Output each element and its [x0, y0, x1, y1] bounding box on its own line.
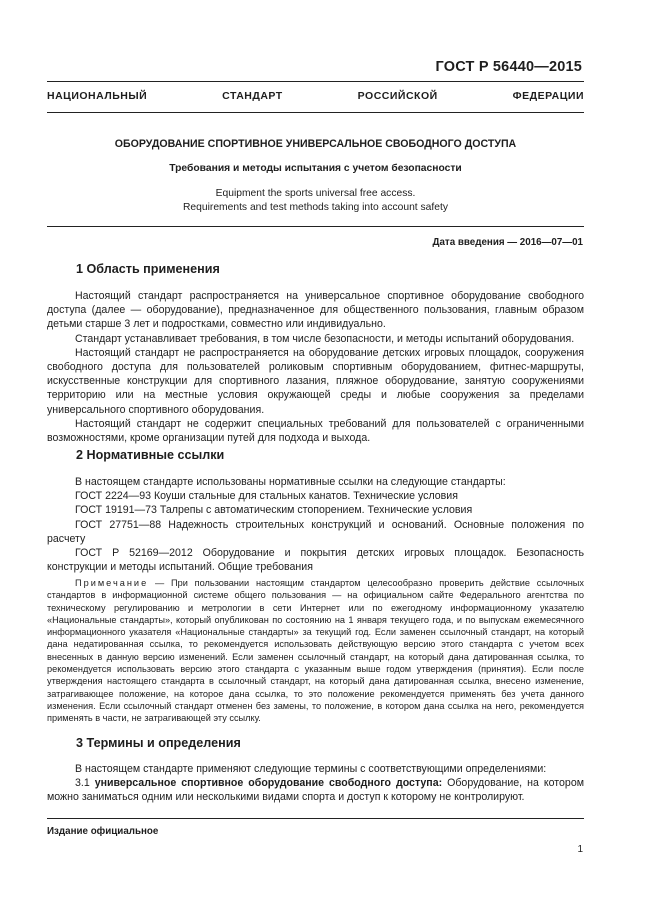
- document-title: ОБОРУДОВАНИЕ СПОРТИВНОЕ УНИВЕРСАЛЬНОЕ СВОБОДНОГО ДОСТУПА: [114, 138, 517, 150]
- term-number: 3.1: [75, 777, 95, 790]
- section-2-intro: В настоящем стандарте использованы нормативные ссылки на следующие стандарты:: [75, 476, 506, 488]
- footer-rule: [47, 818, 584, 819]
- document-subtitle: Требования и методы испытания с учетом безопасности: [169, 163, 462, 174]
- header-rule-bottom: [47, 112, 584, 113]
- section-2-note: [47, 577, 584, 725]
- official-edition-label: Издание официальное: [47, 826, 159, 837]
- section-2-body: [47, 475, 584, 574]
- reference-gost-r-52169: ГОСТ Р 52169—2012 Оборудование и покрытия детских игровых площадок. Безопасность конструкции и методы испытаний. Общие требования: [47, 547, 584, 574]
- reference-gost-2224: ГОСТ 2224—93 Коуши стальные для стальных канатов. Технические условия: [75, 490, 458, 503]
- section-1-heading: 1 Область применения: [76, 262, 220, 276]
- english-title-line-1: Equipment the sports universal free access.: [215, 188, 416, 199]
- document-number: ГОСТ Р 56440—2015: [435, 59, 582, 75]
- introduction-date: Дата введения — 2016—07—01: [432, 237, 583, 248]
- section-1-paragraph-1: Настоящий стандарт распространяется на универсальное спортивное оборудование свободного доступа (далее — оборудование), предназначенное для общественного пользования, главным образом детьми старше 3 лет и подростками, совместно или индивидуально.: [47, 290, 584, 331]
- page-number: 1: [577, 844, 583, 855]
- section-1-body: [47, 289, 584, 445]
- national-standard-banner: НАЦИОНАЛЬНЫЙ СТАНДАРТ РОССИЙСКОЙ ФЕДЕРАЦИИ: [47, 90, 584, 102]
- note-label: Примечание: [75, 578, 149, 588]
- section-3-intro: В настоящем стандарте применяют следующие термины с соответствующими определениями:: [75, 763, 547, 775]
- title-rule: [47, 226, 584, 227]
- term-definition: Оборудование, на котором можно заниматься одним или несколькими видами спорта и доступ к которому не контролируют.: [47, 777, 585, 804]
- term-name: универсальное спортивное оборудование свободного доступа:: [94, 777, 443, 790]
- section-1-paragraph-2: Стандарт устанавливает требования, в том числе безопасности, и методы испытаний оборудования.: [75, 332, 575, 345]
- term-3-1: [47, 776, 584, 804]
- note-text: — При пользовании настоящим стандартом целесообразно проверить действие ссылочных стандартов в информационной системе общего пользования — на официальном сайте Федерального агентства по техническому регулированию и метрологии в сети Интернет или по ежегодному информационному указателю «Национальные стандарты», который опубликован по состоянию на 1 января текущего года, и по выпускам ежемесячного информационного указателя «Национальные стандарты» за текущий год. Если заменен ссылочный стандарт, на который дана недатированная ссылка, то рекомендуется использовать действующую версию этого стандарта с учетом всех внесенных в данную версию изменений. Если заменен ссылочный стандарт, на который дана датированная ссылка, то рекомендуется использовать версию этого стандарта с указанным выше годом утверждения (принятия). Если после утверждения настоящего стандарта в ссылочный стандарт, на который дана датированная ссылка, внесено изменение, затрагивающее положение, на которое дана ссылка, то это положение рекомендуется применять без учета данного изменения. Если ссылочный стандарт отменен без замены, то положение, в котором дана ссылка на него, рекомендуется применять в части, не затрагивающей эту ссылку.: [47, 578, 584, 724]
- english-title-line-2: Requirements and test methods taking into account safety: [182, 202, 448, 213]
- section-2-heading: 2 Нормативные ссылки: [76, 448, 225, 462]
- reference-gost-27751: ГОСТ 27751—88 Надежность строительных конструкций и оснований. Основные положения по расчету: [47, 518, 584, 545]
- header-rule-top: [47, 81, 584, 82]
- reference-gost-19191: ГОСТ 19191—73 Талрепы с автоматическим стопорением. Технические условия: [75, 504, 473, 517]
- section-3-heading: 3 Термины и определения: [76, 736, 241, 750]
- section-1-paragraph-4: Настоящий стандарт не содержит специальных требований для пользователей с ограниченными возможностями, кроме организации путей для подхода и выхода.: [47, 417, 584, 445]
- section-3-body: [47, 762, 584, 805]
- section-1-paragraph-3: Настоящий стандарт не распространяется на оборудование детских игровых площадок, сооружения свободного доступа для пользователей роликовым спортивным оборудованием, фитнес-маршруты, искусственные конструкции для спортивного лазания, пляжное оборудование, занятую сооружениями территорию или на местные условия окружающей среды и любые сооружения за пределами универсального спортивного оборудования.: [47, 346, 584, 416]
